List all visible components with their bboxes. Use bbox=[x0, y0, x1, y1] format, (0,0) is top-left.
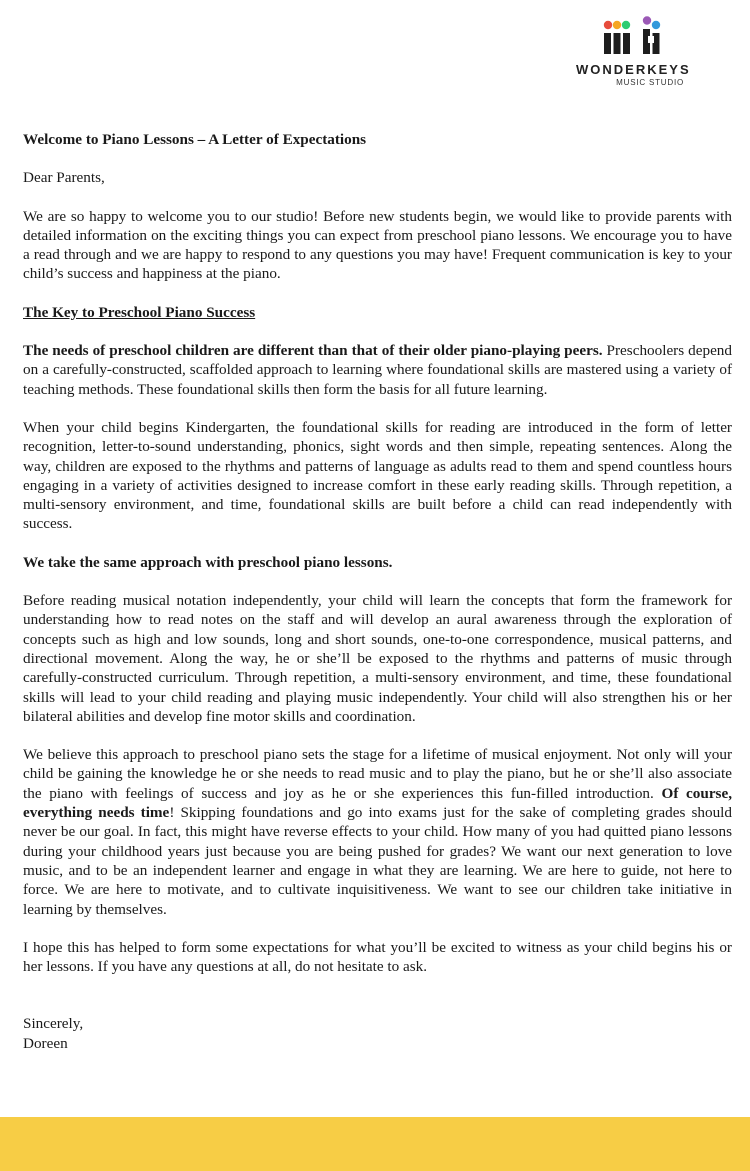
letter-greeting: Dear Parents, bbox=[23, 169, 105, 187]
signature: Doreen bbox=[23, 1034, 68, 1052]
logo-dot-green bbox=[622, 21, 630, 29]
logo-dot-red bbox=[604, 21, 612, 29]
logo-name: WONDERKEYS bbox=[576, 62, 691, 77]
signoff: Sincerely, bbox=[23, 1015, 84, 1033]
logo-dot-orange bbox=[613, 21, 621, 29]
signoff-block bbox=[23, 1014, 732, 1053]
footer-band bbox=[0, 1117, 750, 1171]
intro-paragraph: We are so happy to welcome you to our studio! Before new students begin, we would like to provide parents with detailed information on the exciting things you can expect from preschool piano lessons. We encourage you to have a read through and we are happy to respond to any questions you may have! Frequent communication is key to your child’s success and happiness at the piano. bbox=[23, 207, 732, 283]
approach-heading: We take the same approach with preschool piano lessons. bbox=[23, 553, 393, 571]
believe-bold-text: Of course, everything needs time bbox=[23, 784, 733, 822]
kindergarten-paragraph: When your child begins Kindergarten, the foundational skills for reading are introduced in the form of letter recognition, letter-to-sound understanding, phonics, sight words and then simple, repeating sentences. Along the way, children are exposed to the rhythms and patterns of language as adults read to them and spend countless hours engaging in a variety of activities designed to increase comfort in these early reading skills. Through repetition, a multi-sensory environment, and time, foundational skills are built before a child can read independently with success. bbox=[23, 418, 732, 533]
believe-paragraph bbox=[23, 745, 732, 919]
logo-dot-blue bbox=[652, 21, 660, 29]
section-heading: The Key to Preschool Piano Success bbox=[23, 303, 256, 321]
piano-keys-logo-icon bbox=[599, 16, 665, 56]
needs-bold-text: The needs of preschool children are different than that of their older piano-playing peers. bbox=[23, 342, 603, 360]
studio-logo bbox=[576, 16, 691, 87]
letter-body bbox=[23, 130, 732, 1072]
letter-title: Welcome to Piano Lessons – A Letter of Expectations bbox=[23, 131, 367, 148]
logo-dot-purple bbox=[643, 16, 651, 24]
believe-end-text: ! Skipping foundations and go into exams just for the sake of completing grades should never be our goal. In fact, this might have reverse effects to your child. How many of you had quitted piano lessons during your childhood years just because you are being pushed for grades? We want our next generation to love music, and to be an independent learner and engage in what they are learning. We are here to guide, not here to force. We are here to motivate, and to cultivate inquisitiveness. We want to see our children take initiative in learning by themselves. bbox=[23, 804, 732, 918]
needs-rest-text: Preschoolers depend on a carefully-constructed, scaffolded approach to learning where foundational skills are mastered using a variety of teaching methods. These foundational skills then form the basis for all future learning. bbox=[23, 342, 732, 398]
needs-paragraph bbox=[23, 341, 732, 399]
closing-paragraph: I hope this has helped to form some expectations for what you’ll be excited to witness as your child begins his or her lessons. If you have any questions at all, do not hesitate to ask. bbox=[23, 938, 732, 976]
before-reading-paragraph: Before reading musical notation independently, your child will learn the concepts that form the framework for understanding how to read notes on the staff and will develop an aural awareness through the exploration of concepts such as high and low sounds, long and short sounds, one-to-one correspondence, musical patterns, and directional movement. Along the way, he or she’ll be exposed to the rhythms and patterns of music through carefully-constructed curriculum. Through repetition, a multi-sensory environment, and time, these foundational skills will lead to your child reading and playing music independently. Your child will also strengthen his or her bilateral abilities and develop fine motor skills and coordination. bbox=[23, 592, 732, 725]
believe-start-text: We believe this approach to preschool piano sets the stage for a lifetime of musical enjoyment. Not only will your child be gaining the knowledge he or she needs to read music and to play the piano, but he or she’ll also associate the piano with feelings of success and joy as he or she experiences this fun-filled introduction. bbox=[23, 746, 732, 802]
logo-subtitle: MUSIC STUDIO bbox=[616, 78, 684, 87]
